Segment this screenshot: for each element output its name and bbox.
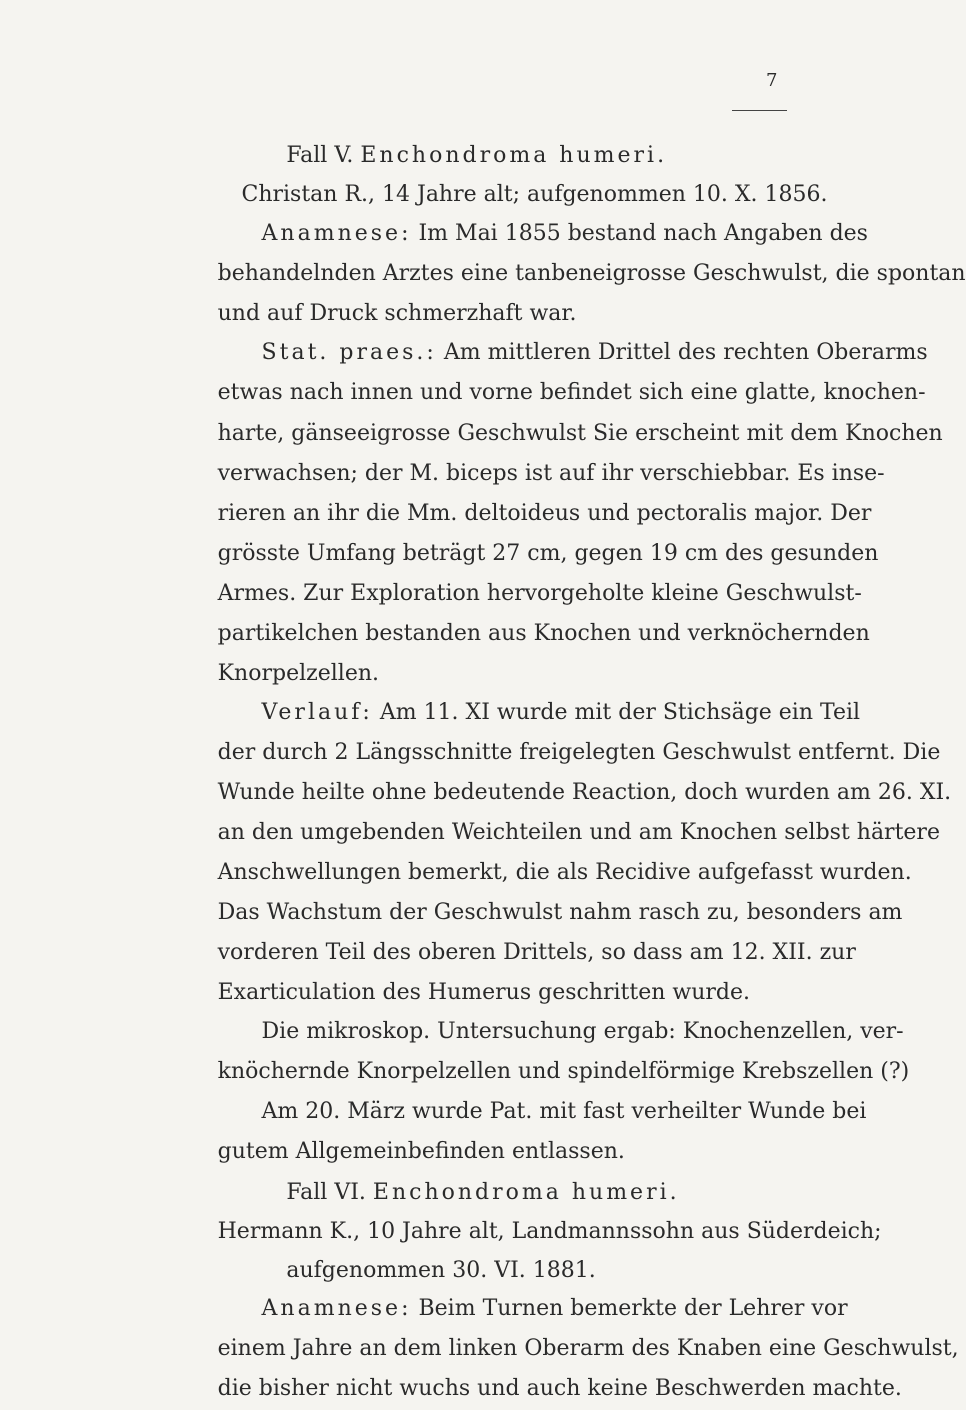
text-run: rieren an ihr die Mm. deltoideus und pectoralis major. Der: [217, 500, 872, 526]
text-line: [218, 1141, 625, 1167]
text-run: grösste Umfang beträgt 27 cm, gegen 19 cm des gesunden: [217, 540, 879, 566]
text-line: [218, 263, 966, 289]
text-run: der durch 2 Längsschnitte freigelegten Geschwulst entfernt. Die: [217, 739, 941, 765]
text-run: knöchernde Knorpelzellen und spindelförmige Krebszellen (?): [217, 1059, 910, 1085]
text-run: harte, gänseeigrosse Geschwulst Sie erscheint mit dem Knochen: [217, 420, 943, 446]
text-run: Das Wachstum der Geschwulst nahm rasch zu, besonders am: [217, 900, 903, 926]
spaced-emphasis: Verlauf:: [261, 699, 373, 725]
text-line: [218, 982, 750, 1008]
page-number: 7: [766, 70, 778, 91]
text-line: [218, 902, 903, 928]
text-line: [218, 1061, 910, 1087]
text-run: Am mittleren Drittel des rechten Oberarms: [436, 340, 928, 366]
text-line: [286, 1179, 680, 1208]
text-run: Christan R., 14 Jahre alt; aufgenommen 10. X. 1856.: [241, 182, 828, 208]
text-line: [242, 184, 828, 210]
text-run: verwachsen; der M. biceps ist auf ihr verschiebbar. Es inse-: [217, 460, 885, 486]
text-line: [217, 420, 943, 449]
text-line: [262, 342, 928, 368]
text-line: [262, 1101, 867, 1127]
text-line: [261, 1295, 848, 1324]
text-line: [217, 620, 870, 649]
text-run: Fall VI.: [286, 1179, 373, 1205]
spaced-emphasis: Stat. praes.:: [261, 340, 437, 366]
text-line: [262, 1021, 904, 1047]
text-run: Beim Turnen bemerkte der Lehrer vor: [411, 1295, 848, 1321]
text-line: [217, 660, 379, 689]
text-run: aufgenommen 30. VI. 1881.: [286, 1257, 596, 1283]
text-line: [217, 460, 885, 489]
text-line: [217, 739, 941, 768]
text-line: [218, 382, 926, 408]
text-run: einem Jahre an dem linken Oberarm des Knaben eine Geschwulst,: [217, 1335, 959, 1361]
text-line: [217, 1218, 882, 1247]
text-run: und auf Druck schmerzhaft war.: [217, 301, 577, 327]
text-line: [218, 942, 856, 968]
text-line: [262, 223, 868, 249]
spaced-emphasis: Anamnese:: [261, 221, 412, 247]
text-run: Am 20. März wurde Pat. mit fast verheilter Wunde bei: [261, 1099, 867, 1125]
spaced-emphasis: Enchondroma humeri.: [360, 143, 668, 168]
text-run: vorderen Teil des oberen Drittels, so dass am 12. XII. zur: [217, 940, 856, 966]
text-run: behandelnden Arztes eine tanbeneigrosse Geschwulst, die spontan: [217, 261, 966, 287]
text-run: Im Mai 1855 bestand nach Angaben des: [411, 221, 868, 247]
text-line: [286, 1257, 596, 1286]
text-run: Wunde heilte ohne bedeutende Reaction, doch wurden am 26. XI.: [217, 779, 952, 805]
text-line: [218, 862, 912, 888]
text-run: Exarticulation des Humerus geschritten wurde.: [217, 980, 751, 1006]
text-line: [218, 303, 577, 329]
text-line: [217, 779, 952, 808]
text-run: gutem Allgemeinbefinden entlassen.: [217, 1139, 625, 1165]
text-line: [286, 145, 667, 171]
text-run: Armes. Zur Exploration hervorgeholte kleine Geschwulst-: [217, 580, 862, 606]
spaced-emphasis: Anamnese:: [261, 1295, 412, 1321]
text-line: [217, 1335, 959, 1364]
text-line: [218, 1378, 902, 1404]
text-line: [218, 822, 940, 848]
header-rule: [732, 110, 787, 111]
text-run: Am 11. XI wurde mit der Stichsäge ein Teil: [372, 699, 861, 725]
text-run: Fall V.: [286, 143, 361, 168]
text-run: partikelchen bestanden aus Knochen und verknöchernden: [217, 620, 870, 646]
text-line: [261, 699, 861, 728]
text-run: Knorpelzellen.: [217, 660, 379, 686]
text-run: Die mikroskop. Untersuchung ergab: Knochenzellen, ver-: [261, 1019, 904, 1045]
text-run: an den umgebenden Weichteilen und am Knochen selbst härtere: [217, 820, 940, 846]
text-run: Hermann K., 10 Jahre alt, Landmannssohn aus Süderdeich;: [217, 1218, 882, 1244]
text-line: [217, 500, 872, 529]
spaced-emphasis: Enchondroma humeri.: [372, 1179, 680, 1205]
text-run: etwas nach innen und vorne befindet sich eine glatte, knochen-: [217, 380, 926, 406]
text-run: Anschwellungen bemerkt, die als Recidive aufgefasst wurden.: [217, 860, 912, 886]
text-line: [217, 580, 862, 609]
text-run: die bisher nicht wuchs und auch keine Beschwerden machte.: [217, 1376, 902, 1401]
text-line: [217, 540, 879, 569]
